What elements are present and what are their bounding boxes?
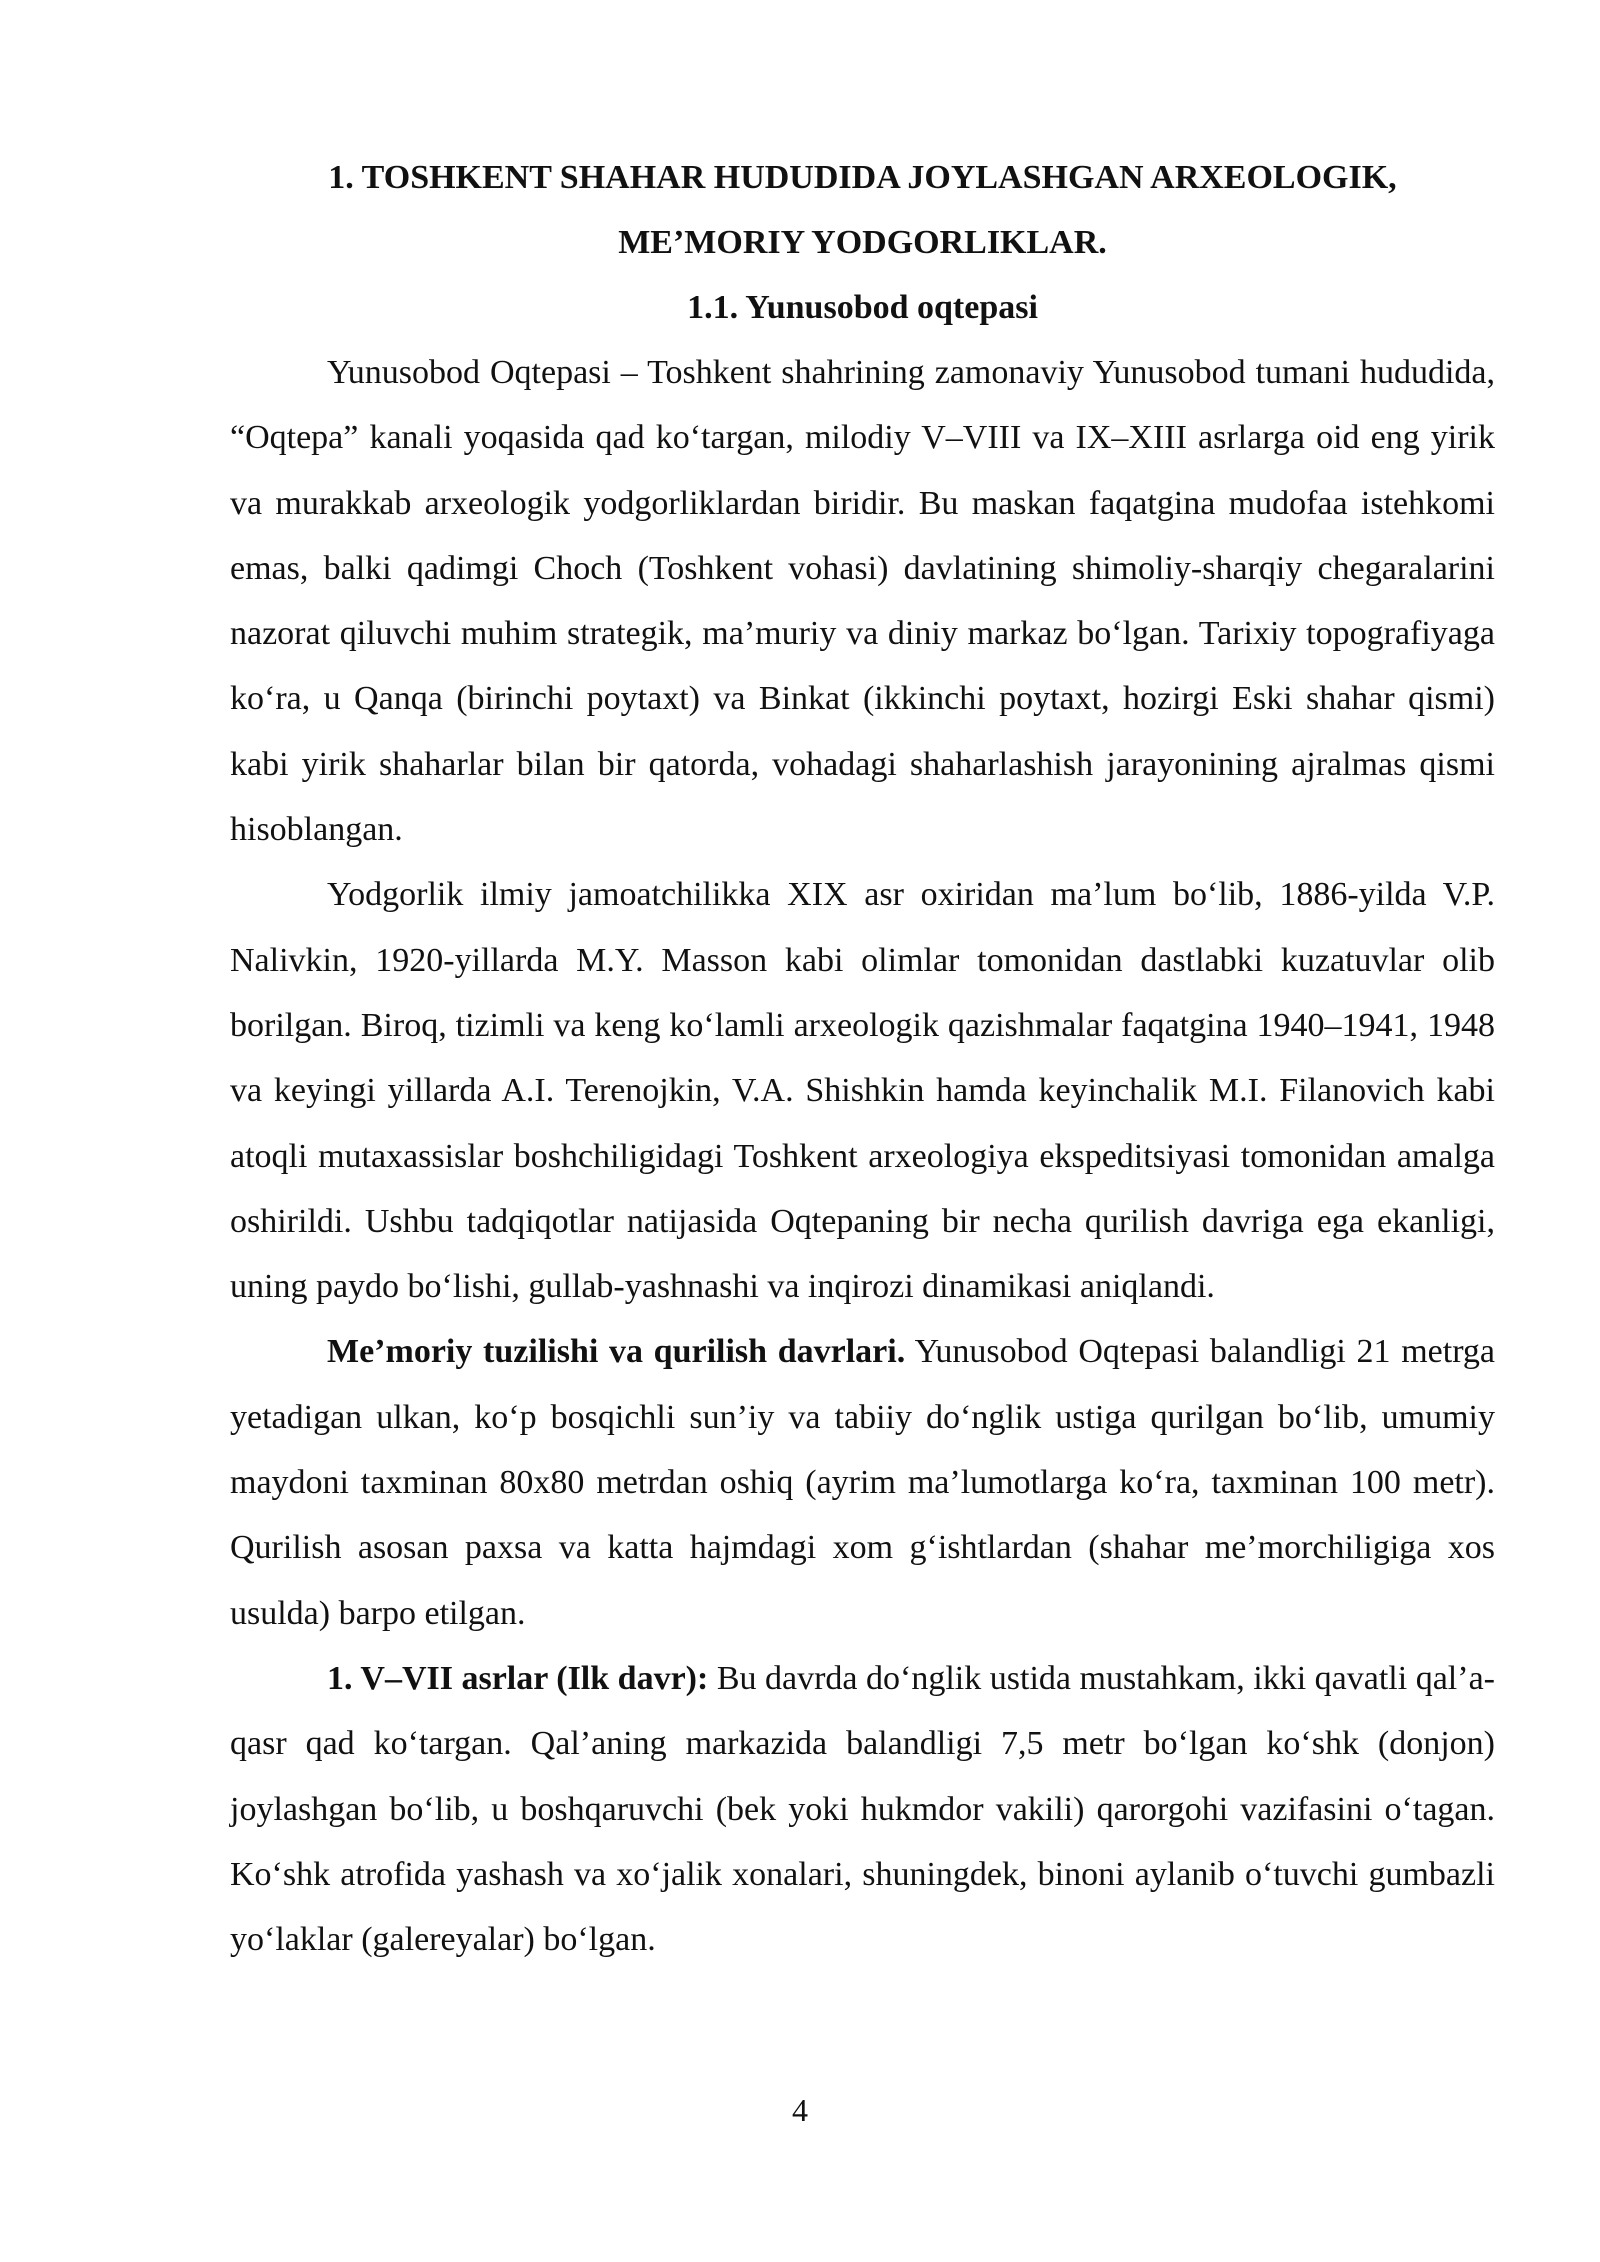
page-number: 4	[792, 2092, 808, 2128]
document-page	[230, 145, 1495, 1972]
paragraph-intro: Yunusobod Oqtepasi – Toshkent shahrining zamonaviy Yunusobod tumani hududida, “Oqtepa” kanali yoqasida qad ko‘targan, milodiy V–VIII va IX–XIII asrlarga oid eng yirik va murakkab arxeologik yodgorliklardan biridir. Bu maskan faqatgina mudofaa istehkomi emas, balki qadimgi Choch (Toshkent vohasi) davlatining shimoliy-sharqiy chegaralarini nazorat qiluvchi muhim strategik, ma’muriy va diniy markaz bo‘lgan. Tarixiy topografiyaga ko‘ra, u Qanqa (birinchi poytaxt) va Binkat (ikkinchi poytaxt, hozirgi Eski shahar qismi) kabi yirik shaharlar bilan bir qatorda, vohadagi shaharlashish jarayonining ajralmas qismi hisoblangan.	[230, 354, 1495, 849]
paragraph-period-1	[230, 1646, 1495, 1972]
paragraph-period-1-lead: 1. V–VII asrlar (Ilk davr):	[327, 1659, 709, 1697]
section-heading: 1.1. Yunusobod oqtepasi	[687, 289, 1038, 326]
paragraph-research-history: Yodgorlik ilmiy jamoatchilikka XIX asr oxiridan ma’lum bo‘lib, 1886-yilda V.P. Nalivkin, 1920-yillarda M.Y. Masson kabi olimlar tomonidan dastlabki kuzatuvlar olib borilgan. Biroq, tizimli va keng ko‘lamli arxeologik qazishmalar faqatgina 1940–1941, 1948 va keyingi yillarda A.I. Terenojkin, V.A. Shishkin hamda keyinchalik M.I. Filanovich kabi atoqli mutaxassislar boshchiligidagi Toshkent arxeologiya ekspeditsiyasi tomonidan amalga oshirildi. Ushbu tadqiqotlar natijasida Oqtepaning bir necha qurilish davriga ega ekanligi, uning paydo bo‘lishi, gullab-yashnashi va inqirozi dinamikasi aniqlandi.	[230, 876, 1495, 1306]
paragraph-architecture	[230, 1319, 1495, 1645]
paragraph-architecture-text: Yunusobod Oqtepasi balandligi 21 metrga yetadigan ulkan, ko‘p bosqichli sun’iy va tabiiy do‘nglik ustiga qurilgan bo‘lib, umumiy maydoni taxminan 80x80 metrdan oshiq (ayrim ma’lumotlarga ko‘ra, taxminan 100 metr). Qurilish asosan paxsa va katta hajmdagi xom g‘ishtlardan (shahar me’morchiligiga xos usulda) barpo etilgan.	[230, 1333, 1495, 1632]
chapter-heading-line-1: 1. TOSHKENT SHAHAR HUDUDIDA JOYLASHGAN ARXEOLOGIK,	[328, 159, 1397, 196]
paragraph-period-1-text: Bu davrda do‘nglik ustida mustahkam, ikki qavatli qal’a-qasr qad ko‘targan. Qal’aning markazida balandligi 7,5 metr bo‘lgan ko‘shk (donjon) joylashgan bo‘lib, u boshqaruvchi (bek yoki hukmdor vakili) qarorgohi vazifasini o‘tagan. Ko‘shk atrofida yashash va xo‘jalik xonalari, shuningdek, binoni aylanib o‘tuvchi gumbazli yo‘laklar (galereyalar) bo‘lgan.	[230, 1659, 1495, 1959]
chapter-heading-line-2: ME’MORIY YODGORLIKLAR.	[618, 224, 1107, 261]
paragraph-architecture-lead: Me’moriy tuzilishi va qurilish davrlari.	[327, 1333, 906, 1371]
